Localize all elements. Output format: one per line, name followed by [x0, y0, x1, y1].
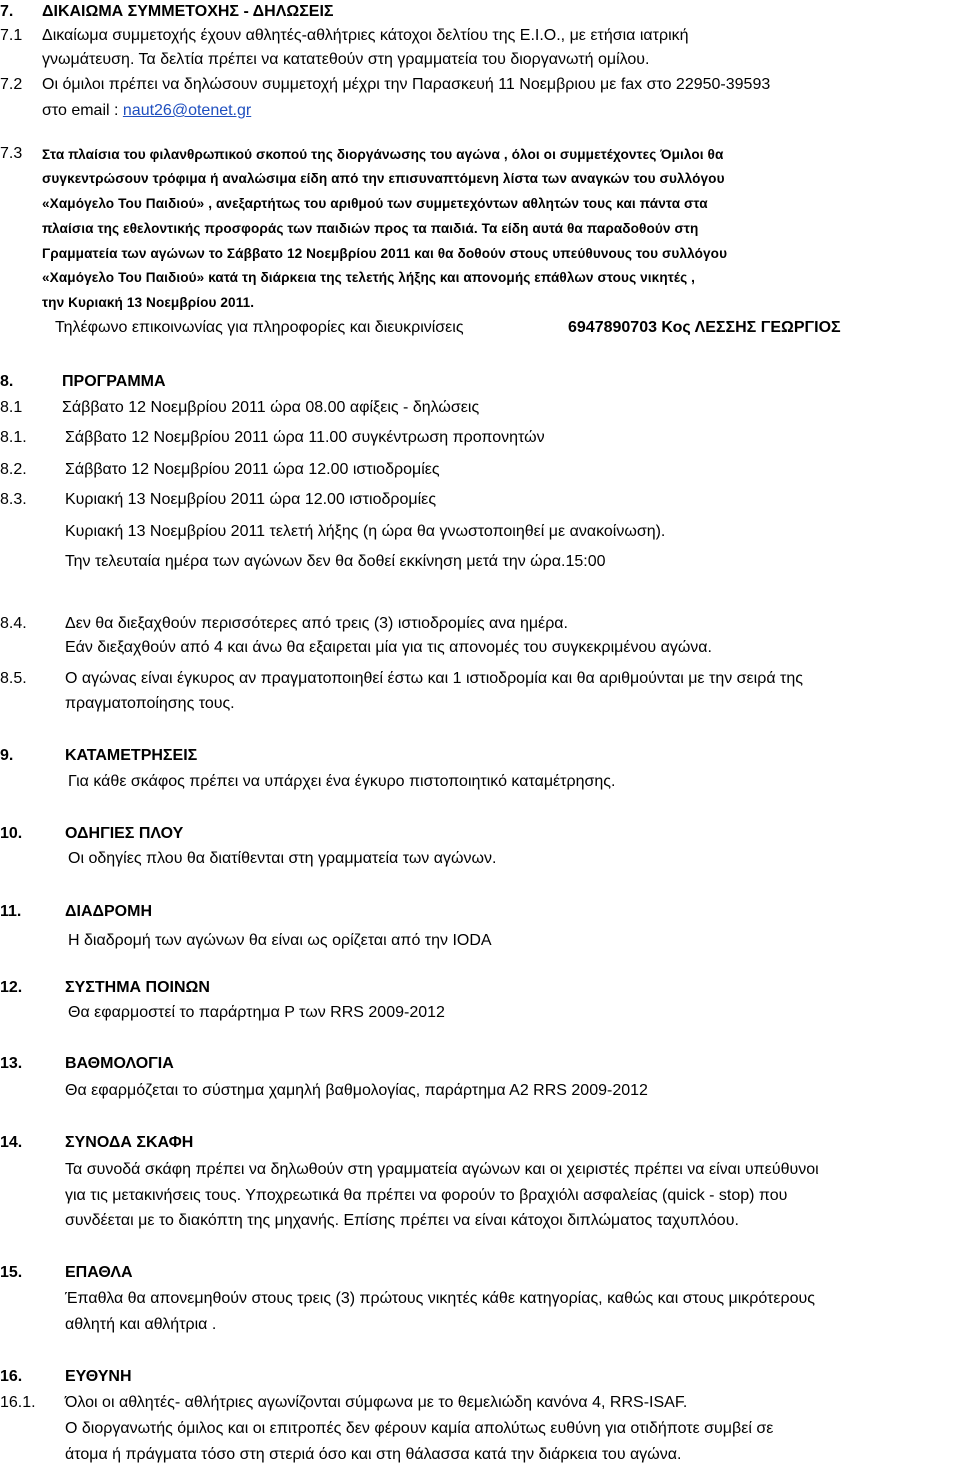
- section-11-body: Η διαδρομή των αγώνων θα είναι ως ορίζεται από την IODA: [68, 932, 492, 949]
- section-11-title: ΔΙΑΔΡΟΜΗ: [65, 903, 152, 920]
- section-13-body: Θα εφαρμόζεται το σύστημα χαμηλή βαθμολογίας, παράρτημα Α2 RRS 2009-2012: [65, 1082, 648, 1099]
- item-8-3-line-2: Κυριακή 13 Νοεμβρίου 2011 τελετή λήξης (η ώρα θα γνωστοποιηθεί με ανακοίνωση).: [65, 523, 666, 540]
- item-7-3-line-2: συγκεντρώσουν τρόφιμα ή αναλώσιμα είδη από την επισυναπτόμενη λίστα των αναγκών του συλλόγου: [42, 171, 725, 186]
- section-10-number: 10.: [0, 825, 23, 842]
- item-7-1-line-1: Δικαίωμα συμμετοχής έχουν αθλητές-αθλήτριες κάτοχοι δελτίου της Ε.Ι.Ο., με ετήσια ιατρική: [42, 27, 689, 44]
- item-8-3-line-3: Την τελευταία ημέρα των αγώνων δεν θα δοθεί εκκίνηση μετά την ώρα.15:00: [65, 553, 606, 570]
- section-15-line-2: αθλητή και αθλήτρια .: [65, 1316, 217, 1333]
- section-13-number: 13.: [0, 1055, 23, 1072]
- item-16-1-number: 16.1.: [0, 1394, 36, 1411]
- item-16-1-line-2: Ο διοργανωτής όμιλος και οι επιτροπές δεν φέρουν καμία απολύτως ευθύνη για οτιδήποτε συμβεί σε: [65, 1420, 774, 1437]
- section-10-body: Οι οδηγίες πλου θα διατίθενται στη γραμματεία των αγώνων.: [68, 850, 497, 867]
- contact-phone-value: 6947890703 Κος ΛΕΣΣΗΣ ΓΕΩΡΓΙΟΣ: [568, 319, 841, 336]
- item-8-4-line-1: Δεν θα διεξαχθούν περισσότερες από τρεις (3) ιστιοδρομίες ανα ημέρα.: [65, 615, 568, 632]
- section-14-line-3: συνδέεται με το διακόπτη της μηχανής. Επίσης πρέπει να είναι κάτοχοι διπλώματος ταχυπλόου.: [65, 1212, 739, 1229]
- item-7-3-line-4: πλαίσια της εθελοντικής προσφοράς των παιδιών προς τα παιδιά. Τα είδη αυτά θα παραδοθούν στη: [42, 221, 699, 236]
- item-8-4-line-2: Εάν διεξαχθούν από 4 και άνω θα εξαιρεται μία για τις απονομές του συγκεκριμένου αγώνα.: [65, 639, 712, 656]
- section-8-title: ΠΡΟΓΡΑΜΜΑ: [62, 373, 166, 390]
- section-10-title: ΟΔΗΓΙΕΣ ΠΛΟΥ: [65, 825, 184, 842]
- section-14-number: 14.: [0, 1134, 23, 1151]
- section-14-line-2: για τις μετακινήσεις τους. Υποχρεωτικά θα πρέπει να φορούν το βραχιόλι ασφαλείας (quick - stop) που: [65, 1187, 788, 1204]
- item-8-2-number: 8.2.: [0, 461, 27, 478]
- section-8-number: 8.: [0, 373, 14, 390]
- section-7-number: 7.: [0, 3, 14, 20]
- item-7-1-line-2: γνωμάτευση. Τα δελτία πρέπει να κατατεθούν στη γραμματεία του διοργανωτή ομίλου.: [42, 51, 650, 68]
- section-12-body: Θα εφαρμοστεί το παράρτημα Ρ των RRS 2009-2012: [68, 1004, 445, 1021]
- item-7-3-line-6: «Χαμόγελο Του Παιδιού» κατά τη διάρκεια της τελετής λήξης και απονομής επάθλων στους νικητές ,: [42, 270, 696, 285]
- item-8-2-text: Σάββατο 12 Νοεμβρίου 2011 ώρα 12.00 ιστιοδρομίες: [65, 461, 440, 478]
- item-7-3-line-1: Στα πλαίσια του φιλανθρωπικού σκοπού της διοργάνωσης του αγώνα , όλοι οι συμμετέχοντες Όμιλοι θα: [42, 147, 724, 162]
- item-8-1b-text: Σάββατο 12 Νοεμβρίου 2011 ώρα 11.00 συγκέντρωση προπονητών: [65, 429, 545, 446]
- section-14-title: ΣΥΝΟΔΑ ΣΚΑΦΗ: [65, 1134, 194, 1151]
- section-15-line-1: Έπαθλα θα απονεμηθούν στους τρεις (3) πρώτους νικητές κάθε κατηγορίας, καθώς και στους μικρότερους: [65, 1290, 815, 1307]
- item-7-2-number: 7.2: [0, 76, 23, 93]
- item-8-3-text: Κυριακή 13 Νοεμβρίου 2011 ώρα 12.00 ιστιοδρομίες: [65, 491, 437, 508]
- section-16-title: ΕΥΘΥΝΗ: [65, 1368, 132, 1385]
- section-14-line-1: Τα συνοδά σκάφη πρέπει να δηλωθούν στη γραμματεία αγώνων και οι χειριστές πρέπει να είναι υπεύθυνοι: [65, 1161, 819, 1178]
- item-8-5-line-2: πραγματοποίησης τους.: [65, 695, 235, 712]
- item-8-1b-number: 8.1.: [0, 429, 27, 446]
- item-7-3-number: 7.3: [0, 145, 23, 162]
- item-7-3-line-7: την Κυριακή 13 Νοεμβρίου 2011.: [42, 295, 255, 310]
- section-11-number: 11.: [0, 903, 22, 920]
- section-7-title: ΔΙΚΑΙΩΜΑ ΣΥΜΜΕΤΟΧΗΣ - ΔΗΛΩΣΕΙΣ: [42, 3, 334, 20]
- section-13-title: ΒΑΘΜΟΛΟΓΙΑ: [65, 1055, 174, 1072]
- item-8-1-number: 8.1: [0, 399, 23, 416]
- contact-phone-label: Τηλέφωνο επικοινωνίας για πληροφορίες και διευκρινίσεις: [55, 319, 464, 336]
- item-8-5-line-1: Ο αγώνας είναι έγκυρος αν πραγματοποιηθεί έστω και 1 ιστιοδρομία και θα αριθμούνται με την σειρά της: [65, 670, 803, 687]
- item-8-1-text: Σάββατο 12 Νοεμβρίου 2011 ώρα 08.00 αφίξεις - δηλώσεις: [62, 399, 480, 416]
- section-16-number: 16.: [0, 1368, 23, 1385]
- section-9-title: ΚΑΤΑΜΕΤΡΗΣΕΙΣ: [65, 747, 198, 764]
- email-link[interactable]: naut26@otenet.gr: [122, 102, 252, 119]
- item-7-3-line-5: Γραμματεία των αγώνων το Σάββατο 12 Νοεμβρίου 2011 και θα δοθούν στους υπεύθυνους του συλλόγου: [42, 246, 728, 261]
- section-15-number: 15.: [0, 1264, 23, 1281]
- item-7-2-line-2: [42, 101, 251, 121]
- item-7-1-number: 7.1: [0, 27, 23, 44]
- item-8-5-number: 8.5.: [0, 670, 27, 687]
- section-15-title: ΕΠΑΘΛΑ: [65, 1264, 133, 1281]
- item-8-3-number: 8.3.: [0, 491, 27, 508]
- item-16-1-line-1: Όλοι οι αθλητές- αθλήτριες αγωνίζονται σύμφωνα με το θεμελιώδη κανόνα 4, RRS-ISAF.: [65, 1394, 688, 1411]
- item-7-2-line-1: Οι όμιλοι πρέπει να δηλώσουν συμμετοχή μέχρι την Παρασκευή 11 Νοεμβριου με fax στο 22950-39593: [42, 76, 771, 93]
- item-7-3-line-3: «Χαμόγελο Του Παιδιού» , ανεξαρτήτως του αριθμού των συμμετεχόντων αθλητών τους και πάντα στα: [42, 196, 708, 211]
- item-16-1-line-3: άτομα ή πράγματα τόσο στη στεριά όσο και στη θάλασσα κατά την διάρκεια του αγώνα.: [65, 1446, 682, 1463]
- item-8-4-number: 8.4.: [0, 615, 27, 632]
- section-12-title: ΣΥΣΤΗΜΑ ΠΟΙΝΩΝ: [65, 979, 210, 996]
- section-9-body: Για κάθε σκάφος πρέπει να υπάρχει ένα έγκυρο πιστοποιητικό καταμέτρησης.: [68, 773, 616, 790]
- section-9-number: 9.: [0, 747, 14, 764]
- email-label: στο email :: [42, 102, 123, 119]
- section-12-number: 12.: [0, 979, 23, 996]
